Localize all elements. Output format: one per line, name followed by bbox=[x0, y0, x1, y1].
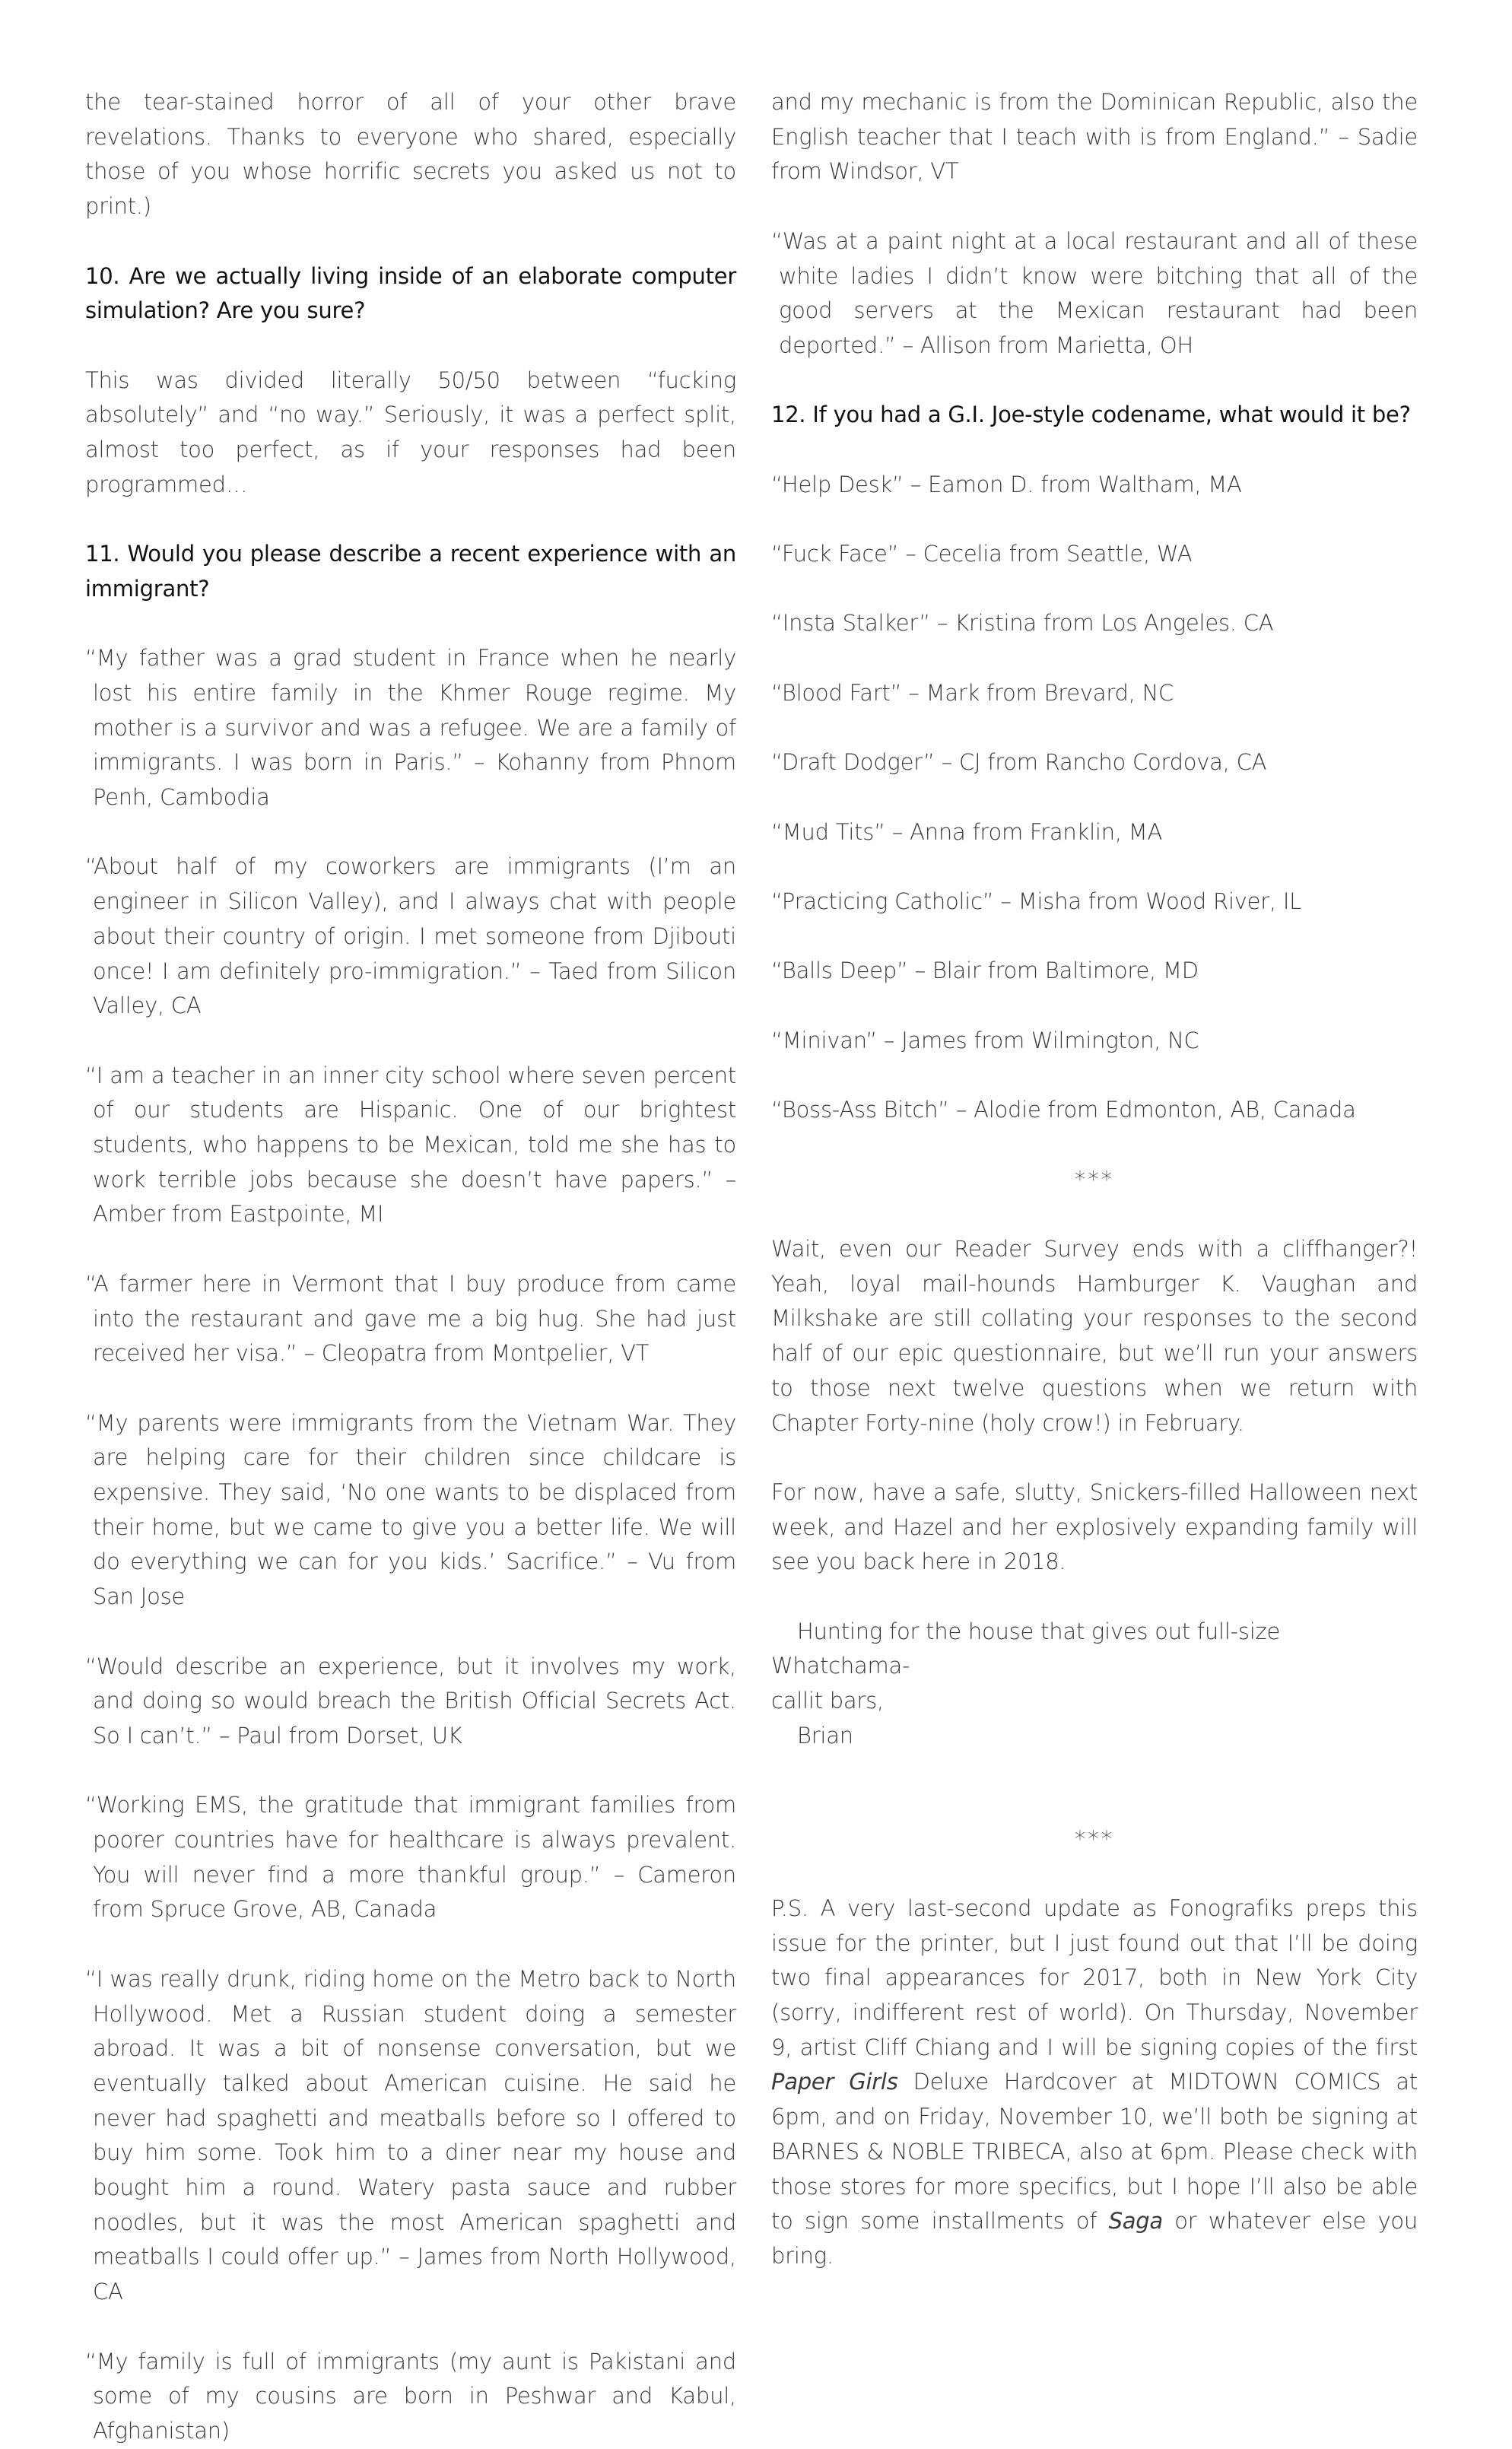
closing-paragraph-1: Wait, even our Reader Survey ends with a cliffhanger?! Yeah, loyal mail-hounds Hamburger K. Vaughan and Milkshake are still collating your responses to the second half of our epic questionnaire, but we’ll run your answers to those next twelve questions when we return with Chapter Forty-nine (holy crow!) in February. bbox=[771, 1235, 1418, 1436]
codename-eamon: “Help Desk” – Eamon D. from Waltham, MA bbox=[771, 471, 1242, 497]
codename-misha: “Practicing Catholic” – Misha from Wood River, IL bbox=[771, 888, 1302, 915]
codename-anna: “Mud Tits” – Anna from Franklin, MA bbox=[771, 818, 1163, 845]
response-vu: “My parents were immigrants from the Vietnam War. They are helping care for their children since childcare is expensive. They said, ‘No one wants to be displaced from their home, but we came to give you a better life. We will do everything we can for you kids.’ Sacrifice.” – Vu from San Jose bbox=[85, 1409, 736, 1610]
section-separator: *** bbox=[1074, 1166, 1115, 1193]
codename-james: “Minivan” – James from Wilmington, NC bbox=[771, 1027, 1199, 1053]
response-cleopatra: “A farmer here in Vermont that I buy produce from came into the restaurant and gave me a big hug. She had just received her visa.” – Cleopatra from Montpelier, VT bbox=[85, 1270, 736, 1367]
response-taed: “About half of my coworkers are immigrants (I’m an engineer in Silicon Valley), and I always chat with people about their country of origin. I met someone from Djibouti once! I am definitely pro-immigration.” – Taed from Silicon Valley, CA bbox=[85, 853, 736, 1019]
postscript bbox=[771, 1892, 1418, 2274]
response-paul: “Would describe an experience, but it involves my work, and doing so would breach the British Official Secrets Act. So I can’t.” – Paul from Dorset, UK bbox=[85, 1653, 736, 1749]
response-sadie-end: and my mechanic is from the Dominican Republic, also the English teacher that I teach with is from England.” – Sadie from Windsor, VT bbox=[771, 89, 1418, 185]
codename-blair: “Balls Deep” – Blair from Baltimore, MD bbox=[771, 958, 1199, 984]
answer-10: This was divided literally 50/50 between “fucking absolutely” and “no way.” Seriously, it was a perfect split, almost too perfect, as if your responses had been programmed… bbox=[85, 367, 736, 497]
ps-text-1: P.S. A very last-second update as Fonografiks preps this issue for the printer, but I just found out that I’ll be doing two final appearances for 2017, both in New York City (sorry, indifferent rest of world). On Thursday, November 9, artist Cliff Chiang and I will be signing copies of the first bbox=[771, 1895, 1418, 2060]
section-separator-2: *** bbox=[1074, 1825, 1115, 1852]
response-allison: “Was at a paint night at a local restaurant and all of these white ladies I didn’t know were bitching that all of the good servers at the Mexican restaurant had been deported.” – Allison from Marietta, OH bbox=[771, 227, 1418, 358]
closing-paragraph-2: For now, have a safe, slutty, Snickers-filled Halloween next week, and Hazel and her explosively expanding family will see you back here in 2018. bbox=[771, 1479, 1418, 1575]
ps-text-2: Deluxe Hardcover at MIDTOWN COMICS at 6pm, and on Friday, November 10, we’ll both be signing at BARNES & NOBLE TRIBECA, also at 6pm. Please check with those stores for more specifics, but I hope I’ll also be able to sign some installments of bbox=[771, 2069, 1418, 2235]
codename-mark: “Blood Fart” – Mark from Brevard, NC bbox=[771, 679, 1174, 706]
ps-title-saga: Saga bbox=[1108, 2208, 1163, 2235]
response-amber: “I am a teacher in an inner city school where seven percent of our students are Hispanic. One of our brightest students, who happens to be Mexican, told me she has to work terrible jobs because she doesn’t have papers.” – Amber from Eastpointe, MI bbox=[85, 1062, 736, 1228]
codename-kristina: “Insta Stalker” – Kristina from Los Angeles. CA bbox=[771, 610, 1274, 637]
response-kohanny: “My father was a grad student in France when he nearly lost his entire family in the Khmer Rouge regime. My mother is a survivor and was a refugee. We are a family of immigrants. I was born in Paris.” – Kohanny from Phnom Penh, Cambodia bbox=[85, 645, 736, 810]
response-james: “I was really drunk, riding home on the Metro back to North Hollywood. Met a Russian student doing a semester abroad. It was a bit of nonsense conversation, but we eventually talked about American cuisine. He said he never had spaghetti and meatballs before so I offered to buy him some. Took him to a diner near my house and bought him a round. Watery pasta sauce and rubber noodles, but it was the most American spaghetti and meatballs I could offer up.” – James from North Hollywood, CA bbox=[85, 1965, 736, 2305]
left-column bbox=[85, 85, 736, 2449]
response-cameron: “Working EMS, the gratitude that immigrant families from poorer countries have for healthcare is always prevalent. You will never find a more thankful group.” – Cameron from Spruce Grove, AB, Canada bbox=[85, 1792, 736, 1923]
ps-text-3: or whatever else you bring. bbox=[771, 2208, 1418, 2269]
signature: Brian bbox=[797, 1722, 853, 1749]
signoff-line-2: callit bars, bbox=[771, 1688, 884, 1714]
codename-cj: “Draft Dodger” – CJ from Rancho Cordova, CA bbox=[771, 749, 1267, 776]
intro-tail: the tear-stained horror of all of your other brave revelations. Thanks to everyone who shared, especially those of you whose horrific secrets you asked us not to print.) bbox=[85, 89, 736, 220]
question-12: 12. If you had a G.I. Joe-style codename, what would it be? bbox=[771, 402, 1411, 428]
right-column bbox=[771, 85, 1418, 2274]
response-sadie-start: “My family is full of immigrants (my aunt is Pakistani and some of my cousins are born in Peshwar and Kabul, Afghanistan) bbox=[85, 2348, 736, 2444]
ps-title-paper-girls: Paper Girls bbox=[771, 2069, 898, 2095]
signoff-line-1: Hunting for the house that gives out full-size Whatchama- bbox=[771, 1618, 1281, 1679]
question-11: 11. Would you please describe a recent experience with an immigrant? bbox=[85, 541, 736, 602]
codename-cecelia: “Fuck Face” – Cecelia from Seattle, WA bbox=[771, 541, 1193, 567]
codename-alodie: “Boss-Ass Bitch” – Alodie from Edmonton, AB, Canada bbox=[771, 1097, 1356, 1123]
question-10: 10. Are we actually living inside of an elaborate computer simulation? Are you sure? bbox=[85, 262, 736, 324]
